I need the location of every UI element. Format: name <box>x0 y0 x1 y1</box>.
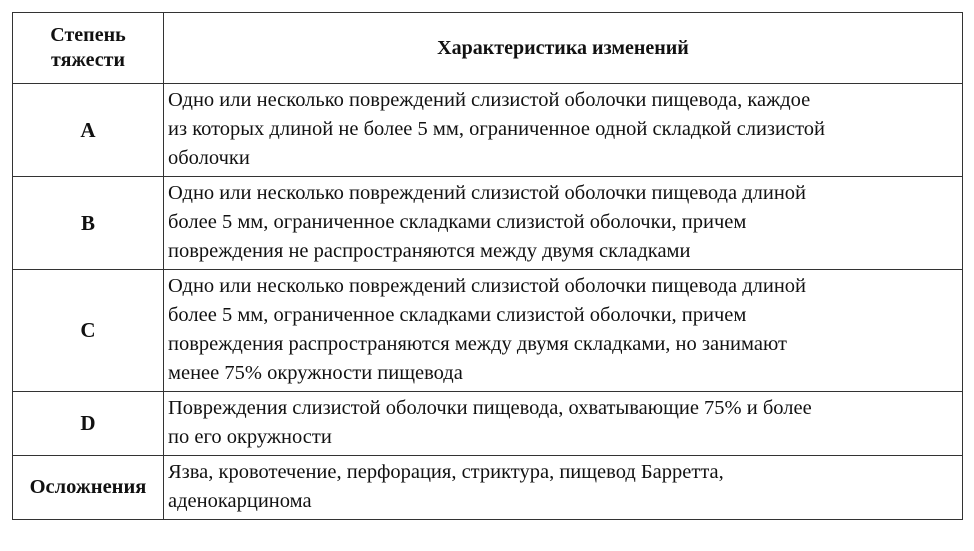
classification-table <box>12 12 963 520</box>
description-cell <box>164 84 963 177</box>
classification-table-container <box>12 12 963 520</box>
complications-row <box>13 456 963 520</box>
description-line: оболочки <box>168 147 250 169</box>
grade-header-line: тяжести <box>51 49 125 71</box>
grade-header <box>13 13 164 84</box>
description-line: Повреждения слизистой оболочки пищевода, охватывающие 75% и более <box>168 397 812 419</box>
description-line: более 5 мм, ограниченное складками слизистой оболочки, причем <box>168 304 747 326</box>
complications-line: аденокарцинома <box>168 490 312 512</box>
complications-line: Язва, кровотечение, перфорация, стриктура, пищевод Барретта, <box>168 461 724 483</box>
description-line: Одно или несколько повреждений слизистой оболочки пищевода, каждое <box>168 89 811 111</box>
description-cell <box>164 392 963 456</box>
description-line: Одно или несколько повреждений слизистой оболочки пищевода длиной <box>168 182 807 204</box>
grade-cell: A <box>13 84 164 177</box>
description-line: Одно или несколько повреждений слизистой оболочки пищевода длиной <box>168 275 807 297</box>
complications-cell <box>164 456 963 520</box>
grade-header-line: Степень <box>50 24 126 46</box>
grade-cell: D <box>13 392 164 456</box>
description-line: более 5 мм, ограниченное складками слизистой оболочки, причем <box>168 211 747 233</box>
complications-label: Осложнения <box>13 456 164 520</box>
description-line: менее 75% окружности пищевода <box>168 362 463 384</box>
grade-cell: B <box>13 177 164 270</box>
description-line: повреждения распространяются между двумя складками, но занимают <box>168 333 787 355</box>
grade-cell: C <box>13 270 164 392</box>
table-row <box>13 177 963 270</box>
description-line: повреждения не распространяются между двумя складками <box>168 240 691 262</box>
description-line: по его окружности <box>168 426 332 448</box>
header-row <box>13 13 963 84</box>
table-row <box>13 84 963 177</box>
table-row <box>13 270 963 392</box>
description-cell <box>164 270 963 392</box>
description-cell <box>164 177 963 270</box>
description-line: из которых длиной не более 5 мм, ограниченное одной складкой слизистой <box>168 118 825 140</box>
table-row <box>13 392 963 456</box>
description-header: Характеристика изменений <box>164 13 963 84</box>
